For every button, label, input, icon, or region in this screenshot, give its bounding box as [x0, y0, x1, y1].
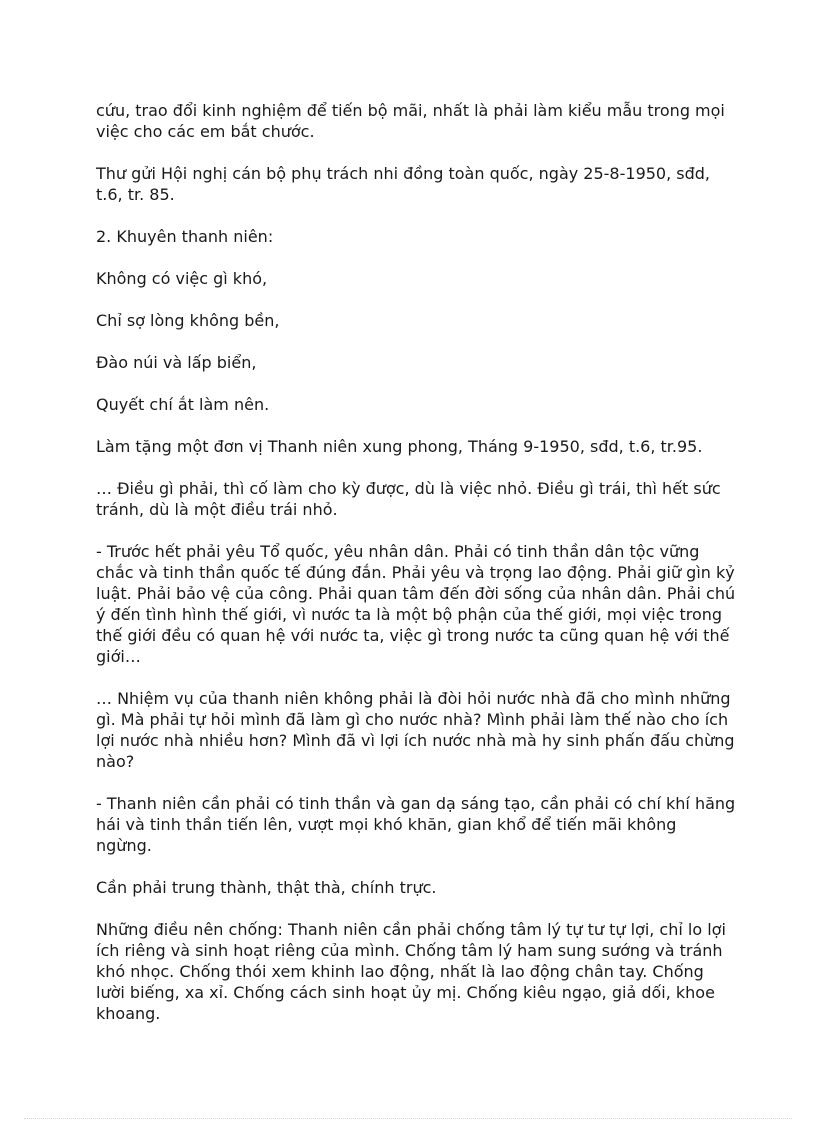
paragraph-youth-duty: … Nhiệm vụ của thanh niên không phải là đòi hỏi nước nhà đã cho mình những gì. Mà phải tự hỏi mình đã làm gì cho nước nhà? Mình phải làm thế nào cho ích lợi nước nhà nhiều hơn? Mình đã vì lợi ích nước nhà mà hy sinh phấn đấu chừng nào?: [96, 689, 735, 771]
paragraph-things-to-oppose: Những điều nên chống: Thanh niên cần phải chống tâm lý tự tư tự lợi, chỉ lo lợi ích riêng và sinh hoạt riêng của mình. Chống tâm lý ham sung sướng và tránh khó nhọc. Chống thói xem khinh lao động, nhất là lao động chân tay. Chống lười biếng, xa xỉ. Chống cách sinh hoạt ủy mị. Chống kiêu ngạo, giả dối, khoe khoang.: [96, 920, 726, 1023]
source-citation: Thư gửi Hội nghị cán bộ phụ trách nhi đồng toàn quốc, ngày 25-8-1950, sđd, t.6, tr. 85.: [96, 164, 711, 204]
poem-line-2: Chỉ sợ lòng không bền,: [96, 311, 280, 330]
paragraph-love-country: - Trước hết phải yêu Tổ quốc, yêu nhân dân. Phải có tinh thần dân tộc vững chắc và tinh thần quốc tế đúng đắn. Phải yêu và trọng lao động. Phải giữ gìn kỷ luật. Phải bảo vệ của công. Phải quan tâm đến đời sống của nhân dân. Phải chú ý đến tình hình thế giới, vì nước ta là một bộ phận của thế giới, mọi việc trong thế giới đều có quan hệ với nước ta, việc gì trong nước ta cũng quan hệ với thế giới…: [96, 542, 736, 666]
poem-line-1: Không có việc gì khó,: [96, 269, 268, 288]
page-bottom-divider: [24, 1118, 792, 1119]
section-heading: 2. Khuyên thanh niên:: [96, 227, 274, 246]
paragraph-integrity: Cần phải trung thành, thật thà, chính trực.: [96, 878, 437, 897]
poem-citation: Làm tặng một đơn vị Thanh niên xung phong, Tháng 9-1950, sđd, t.6, tr.95.: [96, 437, 703, 456]
paragraph-creative-spirit: - Thanh niên cần phải có tinh thần và gan dạ sáng tạo, cần phải có chí khí hăng hái và tinh thần tiến lên, vượt mọi khó khăn, gian khổ để tiến mãi không ngừng.: [96, 794, 736, 855]
poem-line-3: Đào núi và lấp biển,: [96, 353, 257, 372]
paragraph-right-wrong: … Điều gì phải, thì cố làm cho kỳ được, dù là việc nhỏ. Điều gì trái, thì hết sức tránh, dù là một điều trái nhỏ.: [96, 479, 721, 519]
poem-line-4: Quyết chí ắt làm nên.: [96, 395, 270, 414]
document-body: [96, 100, 736, 1045]
paragraph-continuation: cứu, trao đổi kinh nghiệm để tiến bộ mãi, nhất là phải làm kiểu mẫu trong mọi việc cho các em bắt chước.: [96, 101, 725, 141]
